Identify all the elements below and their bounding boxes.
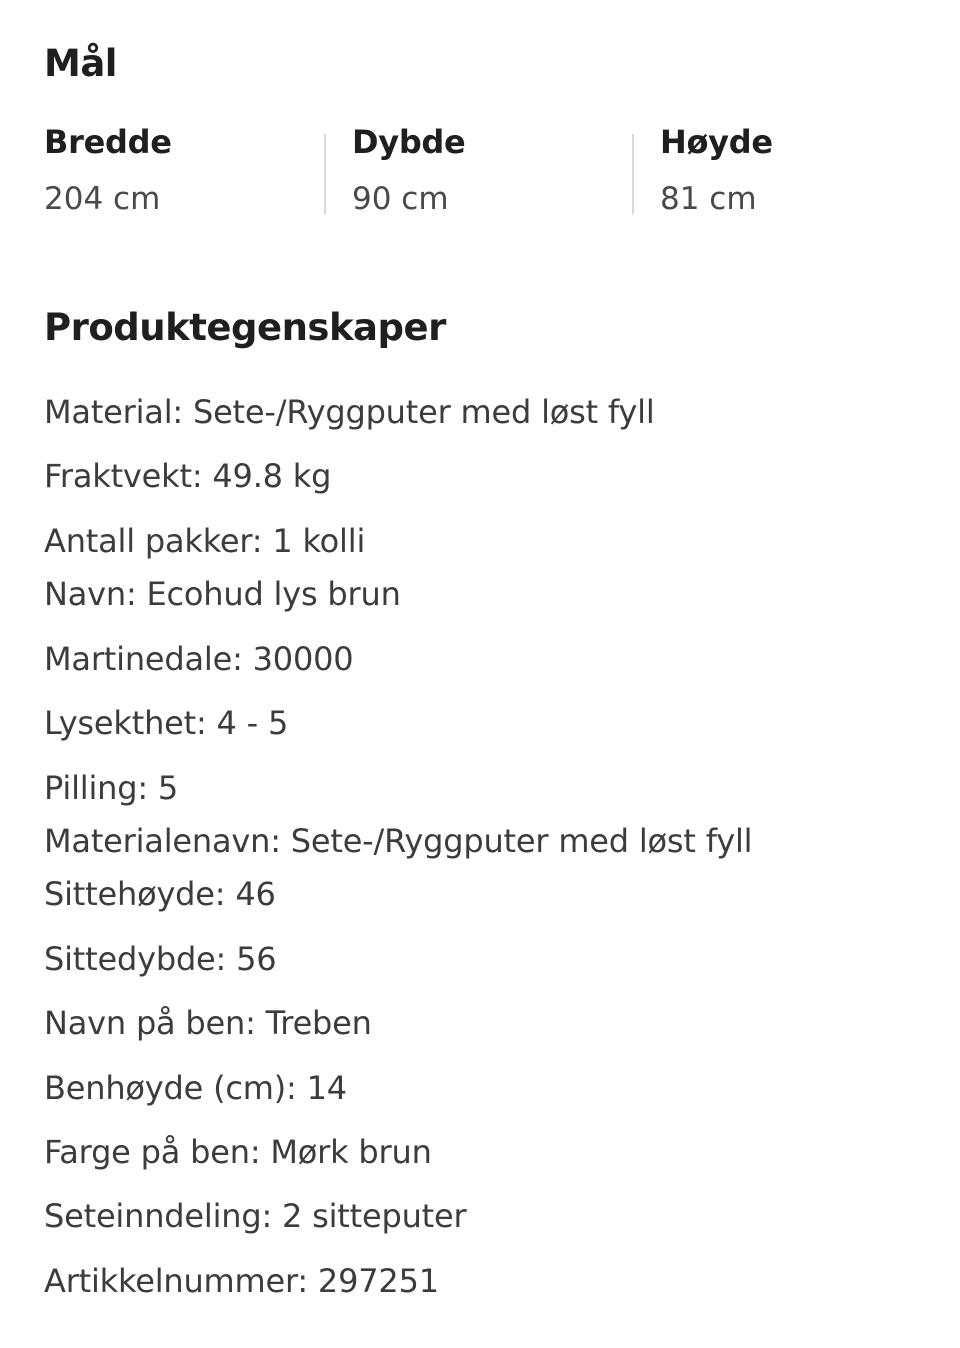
dimension-divider <box>632 134 634 214</box>
dimension-depth <box>352 118 465 223</box>
property-material-name: Materialenavn: Sete-/Ryggputer med løst fyll <box>44 822 753 860</box>
property-shipping-weight: Fraktvekt: 49.8 kg <box>44 457 332 495</box>
property-name: Navn: Ecohud lys brun <box>44 575 401 613</box>
property-package-count: Antall pakker: 1 kolli <box>44 522 366 560</box>
properties-title: Produktegenskaper <box>44 306 446 349</box>
property-seat-depth: Sittedybde: 56 <box>44 940 277 978</box>
property-leg-color: Farge på ben: Mørk brun <box>44 1133 432 1171</box>
property-leg-height: Benhøyde (cm): 14 <box>44 1069 347 1107</box>
property-seat-height: Sittehøyde: 46 <box>44 875 276 913</box>
dimensions-title: Mål <box>44 42 117 85</box>
property-seat-division: Seteinndeling: 2 sitteputer <box>44 1197 467 1235</box>
dimension-height <box>660 118 773 223</box>
property-article-number: Artikkelnummer: 297251 <box>44 1262 439 1300</box>
property-martindale: Martinedale: 30000 <box>44 640 354 678</box>
dimension-width <box>44 118 172 223</box>
dimension-height-label: Høyde <box>660 123 773 161</box>
dimension-height-value: 81 cm <box>660 181 757 217</box>
property-leg-name: Navn på ben: Treben <box>44 1004 372 1042</box>
dimension-width-value: 204 cm <box>44 181 161 217</box>
dimensions-row <box>44 118 924 228</box>
dimension-depth-value: 90 cm <box>352 181 449 217</box>
property-lightfastness: Lysekthet: 4 - 5 <box>44 704 289 742</box>
dimension-depth-label: Dybde <box>352 123 466 161</box>
dimension-divider <box>324 134 326 214</box>
property-material: Material: Sete-/Ryggputer med løst fyll <box>44 393 655 431</box>
property-pilling: Pilling: 5 <box>44 769 179 807</box>
dimension-width-label: Bredde <box>44 123 172 161</box>
